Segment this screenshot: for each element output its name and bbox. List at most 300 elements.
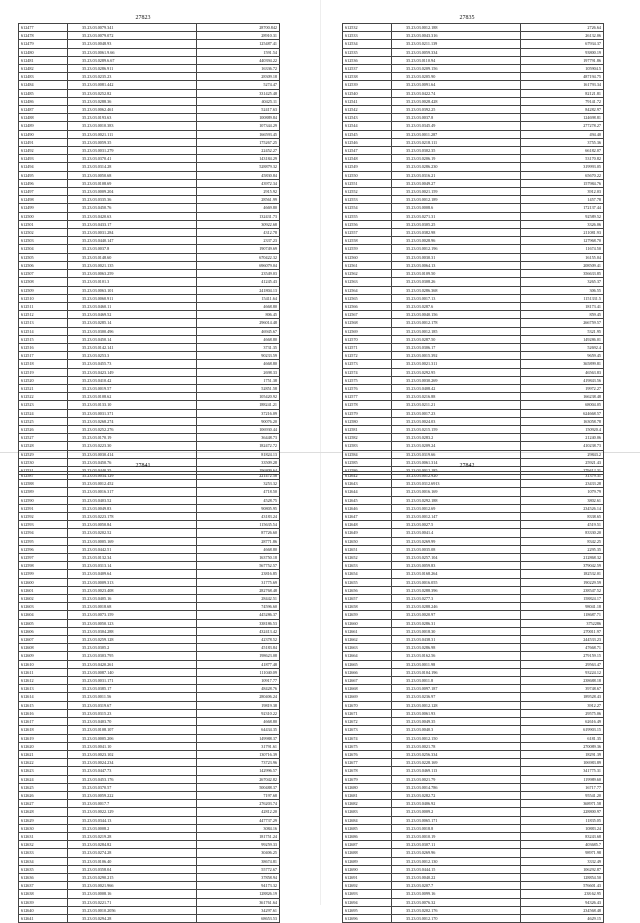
value-cell: 52417.63 bbox=[197, 106, 280, 114]
page-title: 27823 bbox=[135, 15, 151, 21]
table-row bbox=[19, 409, 280, 417]
parcel-id-cell: 612513 bbox=[19, 319, 68, 327]
page-1 bbox=[18, 14, 277, 475]
parcel-id-cell: 612610 bbox=[19, 660, 68, 668]
code-cell: 35.23.03.0030.31 bbox=[392, 253, 521, 261]
value-cell: 90233.59 bbox=[197, 352, 280, 360]
table-row bbox=[343, 122, 604, 130]
value-cell: 11674.50 bbox=[521, 245, 604, 253]
code-cell: 35.23.03.0215.159 bbox=[392, 425, 521, 433]
table-row bbox=[343, 586, 604, 594]
table-row bbox=[343, 693, 604, 701]
parcel-id-cell: 612686 bbox=[343, 832, 392, 840]
parcel-id-cell: 612481 bbox=[19, 56, 68, 64]
code-cell: 35.23.03.0063.101 bbox=[68, 286, 197, 294]
table-row bbox=[343, 179, 604, 187]
code-cell: 35.23.03.0081.442 bbox=[68, 81, 197, 89]
parcel-id-cell: 612682 bbox=[343, 800, 392, 808]
code-cell: 35.23.03.0012.196 bbox=[392, 245, 521, 253]
value-cell: 338186.53 bbox=[197, 619, 280, 627]
table-row bbox=[19, 480, 280, 488]
parcel-id-cell: 612510 bbox=[19, 294, 68, 302]
parcel-id-cell: 612527 bbox=[19, 434, 68, 442]
value-cell: 2726.64 bbox=[521, 24, 604, 32]
parcel-id-cell: 612630 bbox=[19, 824, 68, 832]
code-cell: 35.23.03.0012.170 bbox=[392, 914, 521, 922]
table-row bbox=[343, 783, 604, 791]
value-cell: 189528.43 bbox=[521, 693, 604, 701]
table-row bbox=[19, 294, 280, 302]
table-row bbox=[343, 56, 604, 64]
value-cell: 46945.67 bbox=[197, 327, 280, 335]
parcel-id-cell: 612584 bbox=[343, 450, 392, 458]
parcel-id-cell: 612591 bbox=[19, 504, 68, 512]
table-row bbox=[19, 816, 280, 824]
value-cell: 52692.4 bbox=[521, 343, 604, 351]
code-cell: 35.23.03.0040.3 bbox=[392, 726, 521, 734]
table-row bbox=[19, 261, 280, 269]
table-row bbox=[19, 368, 280, 376]
table-row bbox=[19, 434, 280, 442]
table-row bbox=[19, 204, 280, 212]
value-cell: 447737.29 bbox=[197, 816, 280, 824]
table-row bbox=[343, 914, 604, 922]
parcel-id-cell: 612586 bbox=[343, 466, 392, 474]
value-cell: 42378.52 bbox=[197, 636, 280, 644]
code-cell: 35.23.03.0023.408 bbox=[68, 586, 197, 594]
value-cell: 65670.22 bbox=[521, 171, 604, 179]
code-cell: 35.23.03.0015.392 bbox=[392, 352, 521, 360]
code-cell: 35.23.03.0108.62 bbox=[68, 393, 197, 401]
table-row bbox=[343, 434, 604, 442]
code-cell: 35.23.03.0313.14 bbox=[68, 562, 197, 570]
parcel-id-cell: 612659 bbox=[343, 611, 392, 619]
value-cell: 119989.60 bbox=[521, 775, 604, 783]
table-row bbox=[19, 417, 280, 425]
table-row bbox=[19, 800, 280, 808]
parcel-id-cell: 612652 bbox=[343, 554, 392, 562]
table-row bbox=[19, 122, 280, 130]
code-cell: 35.23.03.0017.7 bbox=[68, 800, 197, 808]
table-row bbox=[343, 718, 604, 726]
code-cell: 35.23.03.0206.19 bbox=[392, 155, 521, 163]
parcel-id-cell: 612694 bbox=[343, 898, 392, 906]
parcel-id-cell: 612563 bbox=[343, 278, 392, 286]
parcel-id-cell: 612671 bbox=[343, 709, 392, 717]
table-row bbox=[19, 586, 280, 594]
table-row bbox=[19, 32, 280, 40]
parcel-id-cell: 612692 bbox=[343, 882, 392, 890]
table-row bbox=[343, 849, 604, 857]
table-row bbox=[19, 24, 280, 32]
table-row bbox=[343, 155, 604, 163]
code-cell: 35.23.03.0059.334 bbox=[392, 48, 521, 56]
code-cell: 35.23.03.0012.130 bbox=[392, 857, 521, 865]
code-cell: 35.23.03.0300.496 bbox=[68, 327, 197, 335]
parcel-id-cell: 612495 bbox=[19, 171, 68, 179]
parcel-id-cell: 612691 bbox=[343, 873, 392, 881]
value-cell: 368971.58 bbox=[521, 800, 604, 808]
parcel-id-cell: 612530 bbox=[19, 458, 68, 466]
parcel-id-cell: 612569 bbox=[343, 327, 392, 335]
code-cell: 35.23.03.0440.35 bbox=[68, 466, 197, 474]
parcel-id-cell: 612593 bbox=[19, 521, 68, 529]
value-cell: 190229.59 bbox=[521, 578, 604, 586]
code-cell: 35.23.03.0011.8 bbox=[392, 677, 521, 685]
table-row bbox=[19, 106, 280, 114]
parcel-id-cell: 612632 bbox=[19, 841, 68, 849]
code-cell: 35.23.03.0268.274 bbox=[68, 417, 197, 425]
code-cell: 35.23.03.0269.99 bbox=[392, 537, 521, 545]
table-row bbox=[343, 237, 604, 245]
table-row bbox=[19, 759, 280, 767]
code-cell: 35.23.03.0287.6 bbox=[392, 302, 521, 310]
parcel-id-cell: 612611 bbox=[19, 668, 68, 676]
value-cell: 4528.75 bbox=[197, 496, 280, 504]
code-cell: 35.23.03.0319.66 bbox=[392, 450, 521, 458]
parcel-id-cell: 612516 bbox=[19, 343, 68, 351]
value-cell: 45183.84 bbox=[197, 644, 280, 652]
parcel-id-cell: 612636 bbox=[19, 873, 68, 881]
table-row bbox=[19, 286, 280, 294]
table-row bbox=[343, 384, 604, 392]
parcel-id-cell: 612642 bbox=[343, 472, 392, 480]
value-cell: 82121.81 bbox=[521, 89, 604, 97]
value-cell: 163058.78 bbox=[521, 417, 604, 425]
value-cell: 1591.54 bbox=[197, 48, 280, 56]
table-row bbox=[19, 360, 280, 368]
code-cell: 35.23.03.0292.188 bbox=[392, 496, 521, 504]
code-cell: 35.23.03.0030.269 bbox=[392, 376, 521, 384]
table-row bbox=[343, 327, 604, 335]
table-row bbox=[343, 343, 604, 351]
code-cell: 35.23.03.0108.69 bbox=[68, 179, 197, 187]
table-row bbox=[19, 611, 280, 619]
value-cell: 670422.32 bbox=[197, 253, 280, 261]
code-cell: 35.23.03.0408.42 bbox=[392, 384, 521, 392]
table-row bbox=[19, 442, 280, 450]
code-cell: 35.23.03.0223.30 bbox=[68, 442, 197, 450]
table-row bbox=[343, 488, 604, 496]
value-cell: 365899.81 bbox=[521, 360, 604, 368]
parcel-id-cell: 612529 bbox=[19, 450, 68, 458]
code-cell: 35.23.03.0286.31 bbox=[392, 619, 521, 627]
value-cell: 46563.83 bbox=[521, 368, 604, 376]
table-row bbox=[19, 652, 280, 660]
code-cell: 35.23.03.0021.78 bbox=[392, 742, 521, 750]
value-cell: 4519.51 bbox=[521, 521, 604, 529]
parcel-id-cell: 612477 bbox=[19, 24, 68, 32]
table-row bbox=[343, 816, 604, 824]
code-cell: 35.23.03.0289.6.67 bbox=[68, 56, 197, 64]
parcel-id-cell: 612574 bbox=[343, 368, 392, 376]
code-cell: 35.23.03.0049.27 bbox=[392, 179, 521, 187]
page-title: 27842 bbox=[459, 463, 475, 469]
parcel-id-cell: 612519 bbox=[19, 368, 68, 376]
value-cell: 98971.98 bbox=[521, 849, 604, 857]
value-cell: 48428.76 bbox=[197, 685, 280, 693]
value-cell: 16155.04 bbox=[521, 253, 604, 261]
code-cell: 35.23.03.0307.11 bbox=[392, 841, 521, 849]
code-cell: 35.23.03.0450.14 bbox=[68, 335, 197, 343]
code-cell: 35.23.03.0012.185 bbox=[392, 466, 521, 474]
parcel-id-cell: 612661 bbox=[343, 627, 392, 635]
value-cell: 208509.41 bbox=[521, 261, 604, 269]
code-cell: 35.23.03.0109.50 bbox=[392, 270, 521, 278]
value-cell: 619903.15 bbox=[521, 726, 604, 734]
parcel-id-cell: 612540 bbox=[343, 89, 392, 97]
value-cell: 5321.95 bbox=[521, 327, 604, 335]
code-cell: 35.23.03.0012.150 bbox=[392, 734, 521, 742]
parcel-id-cell: 612669 bbox=[343, 693, 392, 701]
table-row bbox=[343, 442, 604, 450]
value-cell: 244533.23 bbox=[521, 636, 604, 644]
code-cell: 35.23.03.0132.34 bbox=[68, 554, 197, 562]
table-row bbox=[19, 352, 280, 360]
parcel-id-cell: 612689 bbox=[343, 857, 392, 865]
value-cell: 196809.64 bbox=[197, 466, 280, 474]
value-cell: 306.55 bbox=[521, 286, 604, 294]
value-cell: 43183.24 bbox=[197, 513, 280, 521]
value-cell: 68004.05 bbox=[521, 401, 604, 409]
parcel-id-cell: 612525 bbox=[19, 417, 68, 425]
code-cell: 35.23.03.0282.72 bbox=[392, 791, 521, 799]
table-row bbox=[343, 417, 604, 425]
value-cell: 28561.99 bbox=[197, 196, 280, 204]
table-row bbox=[19, 278, 280, 286]
code-cell: 35.23.03.0028.96 bbox=[392, 237, 521, 245]
value-cell: 270089.36 bbox=[521, 742, 604, 750]
code-cell: 35.23.03.0021.159 bbox=[392, 188, 521, 196]
code-cell: 35.23.03.0019.57 bbox=[68, 384, 197, 392]
parcel-id-cell: 612627 bbox=[19, 800, 68, 808]
table-row bbox=[19, 775, 280, 783]
parcel-id-cell: 612559 bbox=[343, 245, 392, 253]
code-cell: 35.23.03.0005.169 bbox=[68, 537, 197, 545]
table-row bbox=[343, 48, 604, 56]
code-cell: 35.23.03.0012.147 bbox=[392, 513, 521, 521]
table-row bbox=[19, 425, 280, 433]
value-cell: 279412.31 bbox=[521, 466, 604, 474]
parcel-id-cell: 612528 bbox=[19, 442, 68, 450]
code-cell: 35.23.03.0021.111 bbox=[68, 130, 197, 138]
parcel-id-cell: 612570 bbox=[343, 335, 392, 343]
table-row bbox=[343, 627, 604, 635]
table-row bbox=[19, 849, 280, 857]
value-cell: 149286.01 bbox=[521, 335, 604, 343]
code-cell: 35.23.03.0316.21 bbox=[392, 171, 521, 179]
code-cell: 35.23.03.0011.287 bbox=[392, 130, 521, 138]
parcel-id-cell: 612663 bbox=[343, 644, 392, 652]
parcel-id-cell: 612514 bbox=[19, 327, 68, 335]
code-cell: 35.23.03.0008.2 bbox=[68, 824, 197, 832]
table-row bbox=[343, 660, 604, 668]
table-row bbox=[19, 376, 280, 384]
code-cell: 35.23.03.0049.35 bbox=[392, 718, 521, 726]
table-row bbox=[19, 335, 280, 343]
value-cell: 47668.71 bbox=[521, 644, 604, 652]
parcel-id-cell: 612600 bbox=[19, 578, 68, 586]
table-row bbox=[343, 808, 604, 816]
code-cell: 35.23.03.0162.56 bbox=[392, 652, 521, 660]
parcel-id-cell: 612587 bbox=[19, 472, 68, 480]
code-cell: 35.23.03.0021.311 bbox=[392, 360, 521, 368]
parcel-id-cell: 612646 bbox=[343, 504, 392, 512]
table-row bbox=[343, 106, 604, 114]
code-cell: 35.23.03.0101.3 bbox=[68, 278, 197, 286]
parcel-id-cell: 612597 bbox=[19, 554, 68, 562]
parcel-id-cell: 612498 bbox=[19, 196, 68, 204]
code-cell: 35.23.03.0011.98 bbox=[392, 660, 521, 668]
table-row bbox=[343, 360, 604, 368]
table-row bbox=[343, 767, 604, 775]
code-cell: 35.23.03.0345.49 bbox=[392, 122, 521, 130]
value-cell: 4718.50 bbox=[197, 488, 280, 496]
value-cell: 26132.06 bbox=[521, 32, 604, 40]
code-cell: 35.23.03.0063.259 bbox=[68, 270, 197, 278]
parcel-id-cell: 612561 bbox=[343, 261, 392, 269]
parcel-id-cell: 612665 bbox=[343, 660, 392, 668]
parcel-id-cell: 612557 bbox=[343, 229, 392, 237]
code-cell: 35.23.03.0059.222 bbox=[68, 791, 197, 799]
code-cell: 35.23.03.0284.82 bbox=[68, 841, 197, 849]
table-row bbox=[19, 220, 280, 228]
code-cell: 35.23.03.0450.76 bbox=[68, 204, 197, 212]
value-cell: 6181.35 bbox=[521, 734, 604, 742]
parcel-id-cell: 612603 bbox=[19, 603, 68, 611]
code-cell: 35.23.03.0061.9.66 bbox=[68, 48, 197, 56]
value-cell: 1079.79 bbox=[521, 488, 604, 496]
table-row bbox=[343, 578, 604, 586]
table-row bbox=[19, 570, 280, 578]
code-cell: 35.23.03.0469.113 bbox=[392, 767, 521, 775]
value-cell: 15411.64 bbox=[197, 294, 280, 302]
code-cell: 35.23.03.0385.17 bbox=[68, 685, 197, 693]
value-cell: 130716.39 bbox=[197, 750, 280, 758]
value-cell: 432413.42 bbox=[197, 627, 280, 635]
code-cell: 35.23.03.0207.7 bbox=[392, 882, 521, 890]
code-cell: 35.23.03.0031.371 bbox=[68, 409, 197, 417]
value-cell: 567752.57 bbox=[197, 562, 280, 570]
code-cell: 35.23.03.0018.8 bbox=[392, 824, 521, 832]
code-cell: 35.23.03.0304.288 bbox=[68, 627, 197, 635]
value-cell: 181751.24 bbox=[197, 832, 280, 840]
code-cell: 35.23.03.0305.25 bbox=[392, 220, 521, 228]
value-cell: 29575.06 bbox=[521, 709, 604, 717]
table-row bbox=[343, 775, 604, 783]
value-cell: 150920.4 bbox=[521, 425, 604, 433]
table-row bbox=[343, 171, 604, 179]
table-row bbox=[19, 636, 280, 644]
value-cell: 4668.80 bbox=[197, 335, 280, 343]
value-cell: 95541.20 bbox=[521, 791, 604, 799]
table-row bbox=[19, 882, 280, 890]
parcel-id-cell: 612667 bbox=[343, 677, 392, 685]
table-row bbox=[343, 89, 604, 97]
table-row bbox=[343, 726, 604, 734]
value-cell: 52851.58 bbox=[197, 384, 280, 392]
parcel-id-cell: 612578 bbox=[343, 401, 392, 409]
table-row bbox=[19, 578, 280, 586]
parcel-id-cell: 612535 bbox=[343, 48, 392, 56]
value-cell: 149988.37 bbox=[197, 734, 280, 742]
parcel-id-cell: 612512 bbox=[19, 311, 68, 319]
parcel-id-cell: 612623 bbox=[19, 767, 68, 775]
parcel-id-cell: 612534 bbox=[343, 40, 392, 48]
value-cell: 106292.87 bbox=[521, 865, 604, 873]
code-cell: 35.23.03.0219.28 bbox=[68, 832, 197, 840]
table-row bbox=[343, 619, 604, 627]
parcel-id-cell: 612490 bbox=[19, 130, 68, 138]
parcel-id-cell: 612628 bbox=[19, 808, 68, 816]
value-cell: 4668.80 bbox=[197, 360, 280, 368]
code-cell: 35.23.03.0271.31 bbox=[392, 212, 521, 220]
parcel-id-cell: 612684 bbox=[343, 816, 392, 824]
code-cell: 35.23.03.0050.123 bbox=[68, 619, 197, 627]
table-row bbox=[19, 472, 280, 480]
code-cell: 35.23.03.0440.147 bbox=[68, 237, 197, 245]
parcel-id-cell: 612505 bbox=[19, 253, 68, 261]
value-cell: 282768.48 bbox=[197, 586, 280, 594]
parcel-id-cell: 612542 bbox=[343, 106, 392, 114]
parcel-id-cell: 612666 bbox=[343, 668, 392, 676]
value-cell: 238688.18 bbox=[521, 677, 604, 685]
code-cell: 35.23.03.0252.276 bbox=[68, 425, 197, 433]
value-cell: 166238.48 bbox=[521, 393, 604, 401]
parcel-id-cell: 612562 bbox=[343, 270, 392, 278]
parcel-id-cell: 612566 bbox=[343, 302, 392, 310]
parcel-id-cell: 612622 bbox=[19, 759, 68, 767]
coordinate-table bbox=[342, 23, 604, 475]
code-cell: 35.23.03.0043.316 bbox=[392, 32, 521, 40]
value-cell: 859.45 bbox=[521, 311, 604, 319]
code-cell: 35.23.03.0453.176 bbox=[68, 775, 197, 783]
value-cell: 10917.77 bbox=[197, 677, 280, 685]
value-cell: 270011.97 bbox=[521, 627, 604, 635]
table-row bbox=[343, 286, 604, 294]
value-cell: 212868.32 bbox=[521, 554, 604, 562]
code-cell: 35.23.03.0016.169 bbox=[392, 488, 521, 496]
code-cell: 35.23.03.0010.383 bbox=[68, 122, 197, 130]
table-row bbox=[343, 824, 604, 832]
value-cell: 94173.32 bbox=[197, 882, 280, 890]
parcel-id-cell: 612500 bbox=[19, 212, 68, 220]
value-cell: 182472.72 bbox=[197, 442, 280, 450]
value-cell: 221472.58 bbox=[197, 472, 280, 480]
code-cell: 35.23.03.0012.920 bbox=[392, 472, 521, 480]
value-cell: 16336.72 bbox=[197, 65, 280, 73]
parcel-id-cell: 612673 bbox=[343, 726, 392, 734]
value-cell: 39748.67 bbox=[521, 685, 604, 693]
parcel-id-cell: 612507 bbox=[19, 270, 68, 278]
parcel-id-cell: 612631 bbox=[19, 832, 68, 840]
parcel-id-cell: 612675 bbox=[343, 742, 392, 750]
table-row bbox=[343, 537, 604, 545]
value-cell: 188241.21 bbox=[197, 401, 280, 409]
value-cell: 41877.48 bbox=[197, 660, 280, 668]
code-cell: 35.23.03.0450.76 bbox=[68, 458, 197, 466]
value-cell: 66182.07 bbox=[521, 147, 604, 155]
table-row bbox=[343, 261, 604, 269]
code-cell: 35.23.03.0286.230 bbox=[392, 163, 521, 171]
value-cell: 182532.01 bbox=[521, 570, 604, 578]
table-row bbox=[343, 73, 604, 81]
value-cell: 74596.60 bbox=[197, 603, 280, 611]
code-cell: 35.23.03.0010.19 bbox=[392, 832, 521, 840]
value-cell: 11835.05 bbox=[521, 816, 604, 824]
table-row bbox=[343, 319, 604, 327]
parcel-id-cell: 612560 bbox=[343, 253, 392, 261]
